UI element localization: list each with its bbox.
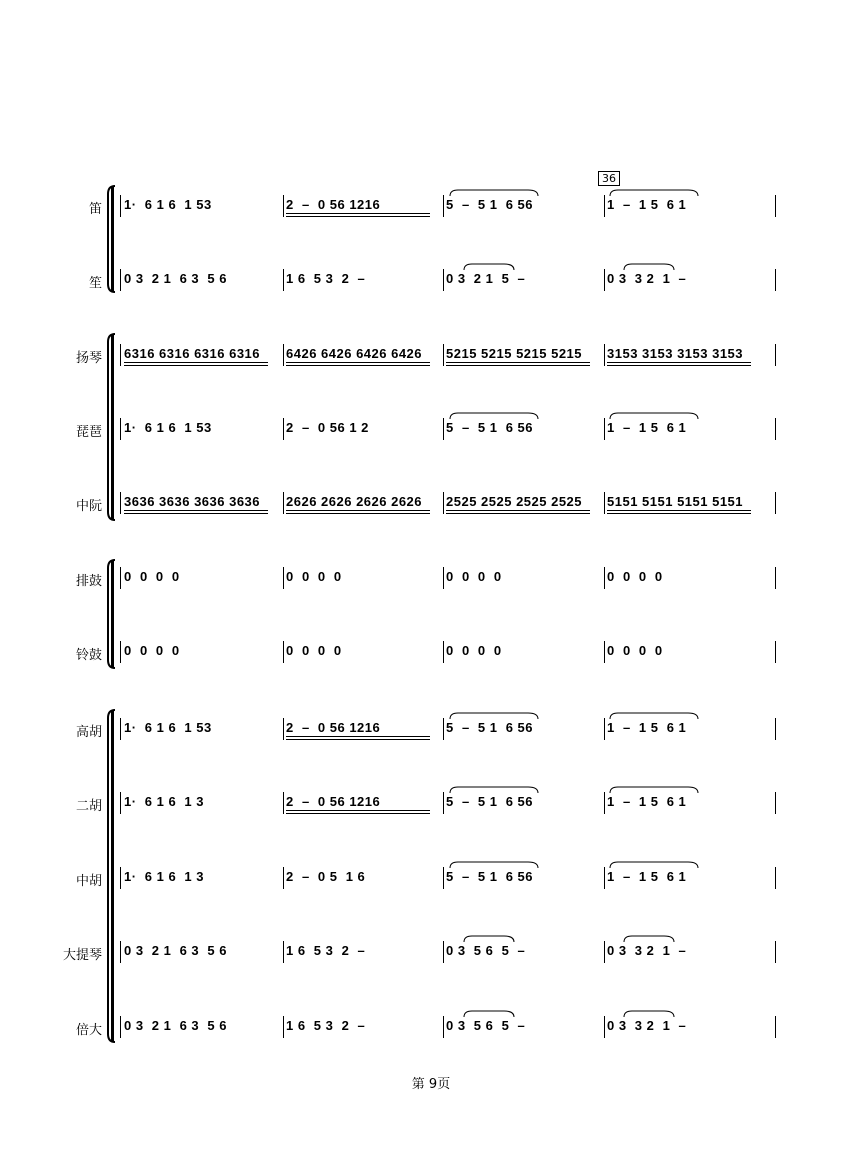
slur [448,411,540,421]
measure-notes: 0 3 3 2 1 – [607,943,687,958]
measure-notes: 1 6 5 3 2 – [286,271,366,286]
bar-line [283,418,284,440]
measure-notes: 0 0 0 0 [286,569,342,584]
rehearsal-mark: 36 [598,171,620,186]
group-bracket-plucked [104,332,120,522]
measure-notes: 1 – 1 5 6 1 [607,869,687,884]
bar-line [443,344,444,366]
bar-line [443,641,444,663]
measure-notes: 0 0 0 0 [446,643,502,658]
bar-line [604,195,605,217]
bar-line [443,718,444,740]
bar-line [443,269,444,291]
measure-notes: 5 – 5 1 6 56 [446,794,534,809]
measure-notes: 1 6 5 3 2 – [286,943,366,958]
measure-notes: 6316 6316 6316 6316 [124,346,261,361]
bar-line [443,1016,444,1038]
bar-line [604,792,605,814]
bar-line [604,344,605,366]
bar-line [775,867,776,889]
measure-notes: 0 0 0 0 [124,643,180,658]
instrument-label: 大提琴 [62,948,102,963]
bar-line [283,492,284,514]
measure-notes: 0 3 3 2 1 – [607,1018,687,1033]
bar-line [283,567,284,589]
slur [608,411,700,421]
bar-line [604,941,605,963]
start-bar-line [120,418,121,440]
start-bar-line [120,269,121,291]
measure-notes: 1 6 5 3 2 – [286,1018,366,1033]
instrument-label: 扬琴 [75,351,102,366]
beam-line [446,513,590,514]
bar-line [283,792,284,814]
slur [448,785,540,795]
instrument-label: 铃鼓 [75,648,102,663]
beam-line [286,813,430,814]
instrument-label: 中阮 [75,499,102,514]
slur [462,1009,516,1019]
measure-notes: 0 3 2 1 6 3 5 6 [124,1018,227,1033]
bar-line [775,792,776,814]
bar-line [443,195,444,217]
beam-line [446,365,590,366]
beam-line [286,736,430,737]
slur [622,934,676,944]
beam-line [124,510,268,511]
measure-notes: 3153 3153 3153 3153 [607,346,744,361]
measure-notes: 0 3 2 1 5 – [446,271,526,286]
bar-line [604,492,605,514]
beam-line [446,362,590,363]
beam-line [286,362,430,363]
measure-notes: 0 3 2 1 6 3 5 6 [124,271,227,286]
measure-notes: 1 – 1 5 6 1 [607,420,687,435]
measure-notes: 1 – 1 5 6 1 [607,197,687,212]
measure-notes: 2 – 0 56 1 2 [286,420,369,435]
start-bar-line [120,641,121,663]
bar-line [283,344,284,366]
bar-line [283,269,284,291]
instrument-label: 琵琶 [75,425,102,440]
measure-notes: 5215 5215 5215 5215 [446,346,583,361]
start-bar-line [120,344,121,366]
bar-line [604,641,605,663]
measure-notes: 0 3 5 6 5 – [446,943,526,958]
measure-notes: 1· 6 1 6 1 3 [124,794,204,809]
instrument-label: 倍大 [75,1023,102,1038]
measure-notes: 0 0 0 0 [607,569,663,584]
measure-notes: 1 – 1 5 6 1 [607,720,687,735]
instrument-label: 中胡 [75,874,102,889]
page-number: 第 9页 [411,1077,451,1092]
measure-notes: 5151 5151 5151 5151 [607,494,744,509]
measure-notes: 0 3 2 1 6 3 5 6 [124,943,227,958]
slur [608,188,700,198]
group-bracket-percussion [104,558,120,670]
bar-line [604,269,605,291]
bar-line [443,941,444,963]
bar-line [283,867,284,889]
bar-line [443,792,444,814]
start-bar-line [120,567,121,589]
beam-line [286,365,430,366]
measure-notes: 2 – 0 56 1216 [286,720,381,735]
slur [448,711,540,721]
measure-notes: 2 – 0 56 1216 [286,794,381,809]
bar-line [604,867,605,889]
bar-line [775,567,776,589]
start-bar-line [120,1016,121,1038]
measure-notes: 5 – 5 1 6 56 [446,420,534,435]
bar-line [283,1016,284,1038]
bar-line [604,567,605,589]
measure-notes: 0 0 0 0 [124,569,180,584]
start-bar-line [120,941,121,963]
beam-line [607,362,751,363]
slur [608,711,700,721]
beam-line [286,213,430,214]
measure-notes: 1· 6 1 6 1 3 [124,869,204,884]
measure-notes: 1· 6 1 6 1 53 [124,420,212,435]
slur [622,1009,676,1019]
beam-line [446,510,590,511]
group-bracket-winds [104,184,120,294]
bar-line [775,641,776,663]
beam-line [607,513,751,514]
measure-notes: 0 0 0 0 [607,643,663,658]
slur [462,934,516,944]
bar-line [775,418,776,440]
bar-line [604,718,605,740]
measure-notes: 2 – 0 56 1216 [286,197,381,212]
start-bar-line [120,867,121,889]
measure-notes: 5 – 5 1 6 56 [446,869,534,884]
bar-line [775,344,776,366]
bar-line [604,418,605,440]
bar-line [775,941,776,963]
beam-line [286,513,430,514]
slur [608,860,700,870]
measure-notes: 2626 2626 2626 2626 [286,494,423,509]
bar-line [283,941,284,963]
bar-line [283,195,284,217]
measure-notes: 6426 6426 6426 6426 [286,346,423,361]
instrument-label: 排鼓 [75,574,102,589]
measure-notes: 0 3 5 6 5 – [446,1018,526,1033]
beam-line [286,510,430,511]
bar-line [775,269,776,291]
instrument-label: 笙 [88,276,102,291]
bar-line [443,567,444,589]
bar-line [443,867,444,889]
bar-line [775,1016,776,1038]
bar-line [283,718,284,740]
start-bar-line [120,195,121,217]
bar-line [604,1016,605,1038]
bar-line [283,641,284,663]
bar-line [443,418,444,440]
beam-line [124,362,268,363]
beam-line [124,513,268,514]
measure-notes: 2525 2525 2525 2525 [446,494,583,509]
slur [448,860,540,870]
bar-line [775,492,776,514]
measure-notes: 1 – 1 5 6 1 [607,794,687,809]
measure-notes: 5 – 5 1 6 56 [446,720,534,735]
bar-line [443,492,444,514]
measure-notes: 1· 6 1 6 1 53 [124,197,212,212]
instrument-label: 高胡 [75,725,102,740]
bar-line [775,195,776,217]
measure-notes: 0 0 0 0 [446,569,502,584]
group-bracket-strings [104,708,120,1044]
measure-notes: 1· 6 1 6 1 53 [124,720,212,735]
beam-line [286,739,430,740]
slur [622,262,676,272]
start-bar-line [120,718,121,740]
start-bar-line [120,792,121,814]
beam-line [124,365,268,366]
measure-notes: 5 – 5 1 6 56 [446,197,534,212]
slur [608,785,700,795]
instrument-label: 笛 [88,202,102,217]
beam-line [286,216,430,217]
bar-line [775,718,776,740]
start-bar-line [120,492,121,514]
measure-notes: 0 0 0 0 [286,643,342,658]
beam-line [286,810,430,811]
instrument-label: 二胡 [75,799,102,814]
measure-notes: 2 – 0 5 1 6 [286,869,366,884]
beam-line [607,510,751,511]
slur [448,188,540,198]
measure-notes: 3636 3636 3636 3636 [124,494,261,509]
beam-line [607,365,751,366]
measure-notes: 0 3 3 2 1 – [607,271,687,286]
slur [462,262,516,272]
